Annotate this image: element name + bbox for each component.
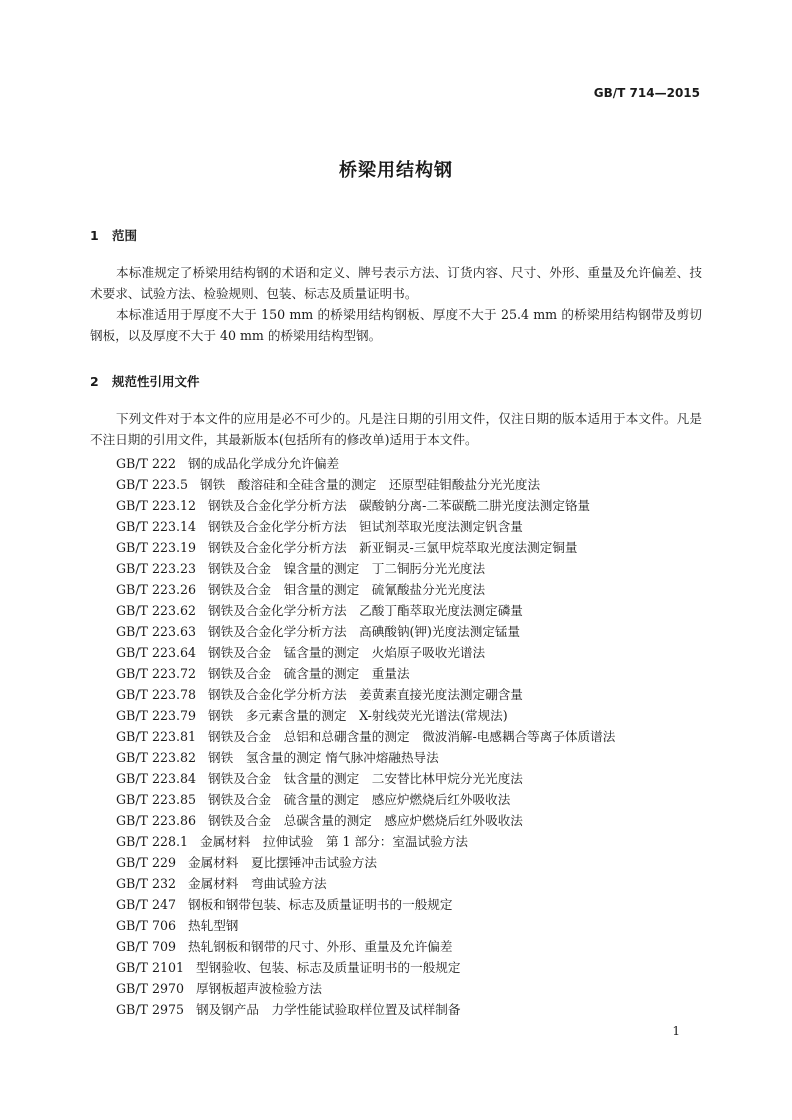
reference-title: 热轧型钢 [188, 918, 239, 933]
reference-code: GB/T 223.62 [116, 603, 197, 618]
reference-title: 钢板和钢带包装、标志及质量证明书的一般规定 [188, 897, 453, 912]
reference-title: 钢铁及合金化学分析方法 姜黄素直接光度法测定硼含量 [208, 687, 523, 702]
reference-code: GB/T 223.19 [116, 540, 197, 555]
reference-title: 钢铁及合金化学分析方法 高碘酸钠(钾)光度法测定锰量 [208, 624, 521, 639]
reference-title: 金属材料 夏比摆锤冲击试验方法 [188, 855, 377, 870]
reference-item [116, 936, 706, 957]
reference-code: GB/T 223.63 [116, 624, 197, 639]
reference-code: GB/T 223.14 [116, 519, 197, 534]
reference-code: GB/T 223.64 [116, 645, 197, 660]
reference-title: 钢铁及合金 镍含量的测定 丁二铜肟分光光度法 [208, 561, 486, 576]
reference-item [116, 474, 706, 495]
reference-title: 钢铁及合金 锰含量的测定 火焰原子吸收光谱法 [208, 645, 486, 660]
reference-title: 钢铁及合金化学分析方法 钽试剂萃取光度法测定钒含量 [208, 519, 523, 534]
reference-title: 钢铁 氢含量的测定 惰气脉冲熔融热导法 [208, 750, 439, 765]
reference-code: GB/T 232 [116, 876, 176, 891]
reference-item [116, 663, 706, 684]
reference-item [116, 516, 706, 537]
reference-code: GB/T 223.78 [116, 687, 197, 702]
reference-item [116, 915, 706, 936]
reference-item [116, 684, 706, 705]
reference-item [116, 495, 706, 516]
reference-item [116, 873, 706, 894]
reference-item [116, 642, 706, 663]
reference-title: 钢铁及合金 钛含量的测定 二安替比林甲烷分光光度法 [208, 771, 523, 786]
reference-item [116, 558, 706, 579]
scope-paragraph-1: 本标准规定了桥梁用结构钢的术语和定义、牌号表示方法、订货内容、尺寸、外形、重量及允许偏差、技术要求、试验方法、检验规则、包装、标志及质量证明书。 [90, 265, 702, 301]
reference-code: GB/T 706 [116, 918, 176, 933]
reference-item [116, 957, 706, 978]
reference-item [116, 999, 706, 1020]
reference-item [116, 831, 706, 852]
reference-title: 钢铁及合金化学分析方法 乙酸丁酯萃取光度法测定磷量 [208, 603, 523, 618]
reference-item [116, 789, 706, 810]
reference-title: 钢铁及合金 硫含量的测定 感应炉燃烧后红外吸收法 [208, 792, 511, 807]
reference-item [116, 453, 706, 474]
reference-code: GB/T 223.79 [116, 708, 197, 723]
reference-code: GB/T 229 [116, 855, 176, 870]
reference-item [116, 894, 706, 915]
reference-item [116, 579, 706, 600]
scope-paragraph-2: 本标准适用于厚度不大于 150 mm 的桥梁用结构钢板、厚度不大于 25.4 mm 的桥梁用结构钢带及剪切钢板，以及厚度不大于 40 mm 的桥梁用结构型钢。 [90, 307, 702, 343]
references-intro-paragraph: 下列文件对于本文件的应用是必不可少的。凡是注日期的引用文件，仅注日期的版本适用于本文件。凡是不注日期的引用文件，其最新版本(包括所有的修改单)适用于本文件。 [90, 411, 702, 447]
reference-item [116, 537, 706, 558]
reference-title: 型钢验收、包装、标志及质量证明书的一般规定 [196, 960, 461, 975]
reference-code: GB/T 223.82 [116, 750, 197, 765]
reference-item [116, 600, 706, 621]
reference-code: GB/T 223.5 [116, 477, 189, 492]
reference-item [116, 747, 706, 768]
reference-item [116, 726, 706, 747]
section-1-title: 范围 [112, 228, 138, 243]
reference-code: GB/T 223.85 [116, 792, 197, 807]
reference-code: GB/T 223.72 [116, 666, 197, 681]
reference-title: 钢铁及合金 总碳含量的测定 感应炉燃烧后红外吸收法 [208, 813, 523, 828]
reference-code: GB/T 2975 [116, 1002, 185, 1017]
reference-title: 钢铁 酸溶硅和全硅含量的测定 还原型硅钼酸盐分光光度法 [200, 477, 541, 492]
reference-title: 钢及钢产品 力学性能试验取样位置及试样制备 [196, 1002, 461, 1017]
reference-title: 钢铁及合金化学分析方法 新亚铜灵-三氯甲烷萃取光度法测定铜量 [208, 540, 578, 555]
reference-title: 钢的成品化学成分允许偏差 [188, 456, 340, 471]
document-title: 桥梁用结构钢 [339, 160, 453, 181]
reference-title: 金属材料 拉伸试验 第 1 部分：室温试验方法 [200, 834, 468, 849]
reference-code: GB/T 223.86 [116, 813, 197, 828]
section-2-title: 规范性引用文件 [112, 374, 200, 389]
reference-title: 热轧钢板和钢带的尺寸、外形、重量及允许偏差 [188, 939, 453, 954]
reference-code: GB/T 2970 [116, 981, 185, 996]
section-2-number: 2 [90, 374, 99, 389]
section-2-heading [90, 372, 200, 390]
reference-list [116, 453, 706, 1020]
reference-item [116, 810, 706, 831]
reference-title: 钢铁及合金 硫含量的测定 重量法 [208, 666, 410, 681]
reference-code: GB/T 709 [116, 939, 176, 954]
reference-item [116, 978, 706, 999]
reference-code: GB/T 223.84 [116, 771, 197, 786]
reference-code: GB/T 223.23 [116, 561, 197, 576]
reference-title: 钢铁及合金 总铝和总硼含量的测定 微波消解-电感耦合等离子体质谱法 [208, 729, 616, 744]
reference-code: GB/T 223.12 [116, 498, 197, 513]
reference-title: 金属材料 弯曲试验方法 [188, 876, 327, 891]
reference-code: GB/T 228.1 [116, 834, 189, 849]
reference-code: GB/T 223.26 [116, 582, 197, 597]
section-1-heading [90, 226, 137, 244]
reference-code: GB/T 223.81 [116, 729, 197, 744]
reference-item [116, 768, 706, 789]
section-1-number: 1 [90, 228, 99, 243]
reference-item [116, 705, 706, 726]
standard-number: GB/T 714—2015 [593, 86, 700, 100]
reference-title: 厚钢板超声波检验方法 [196, 981, 322, 996]
page-number: 1 [672, 1024, 680, 1038]
reference-title: 钢铁及合金化学分析方法 碳酸钠分离-二苯碳酰二肼光度法测定铬量 [208, 498, 591, 513]
reference-code: GB/T 222 [116, 456, 176, 471]
reference-title: 钢铁 多元素含量的测定 X-射线荧光光谱法(常规法) [208, 708, 508, 723]
reference-code: GB/T 2101 [116, 960, 185, 975]
reference-title: 钢铁及合金 钼含量的测定 硫氰酸盐分光光度法 [208, 582, 486, 597]
reference-item [116, 621, 706, 642]
reference-code: GB/T 247 [116, 897, 176, 912]
reference-item [116, 852, 706, 873]
